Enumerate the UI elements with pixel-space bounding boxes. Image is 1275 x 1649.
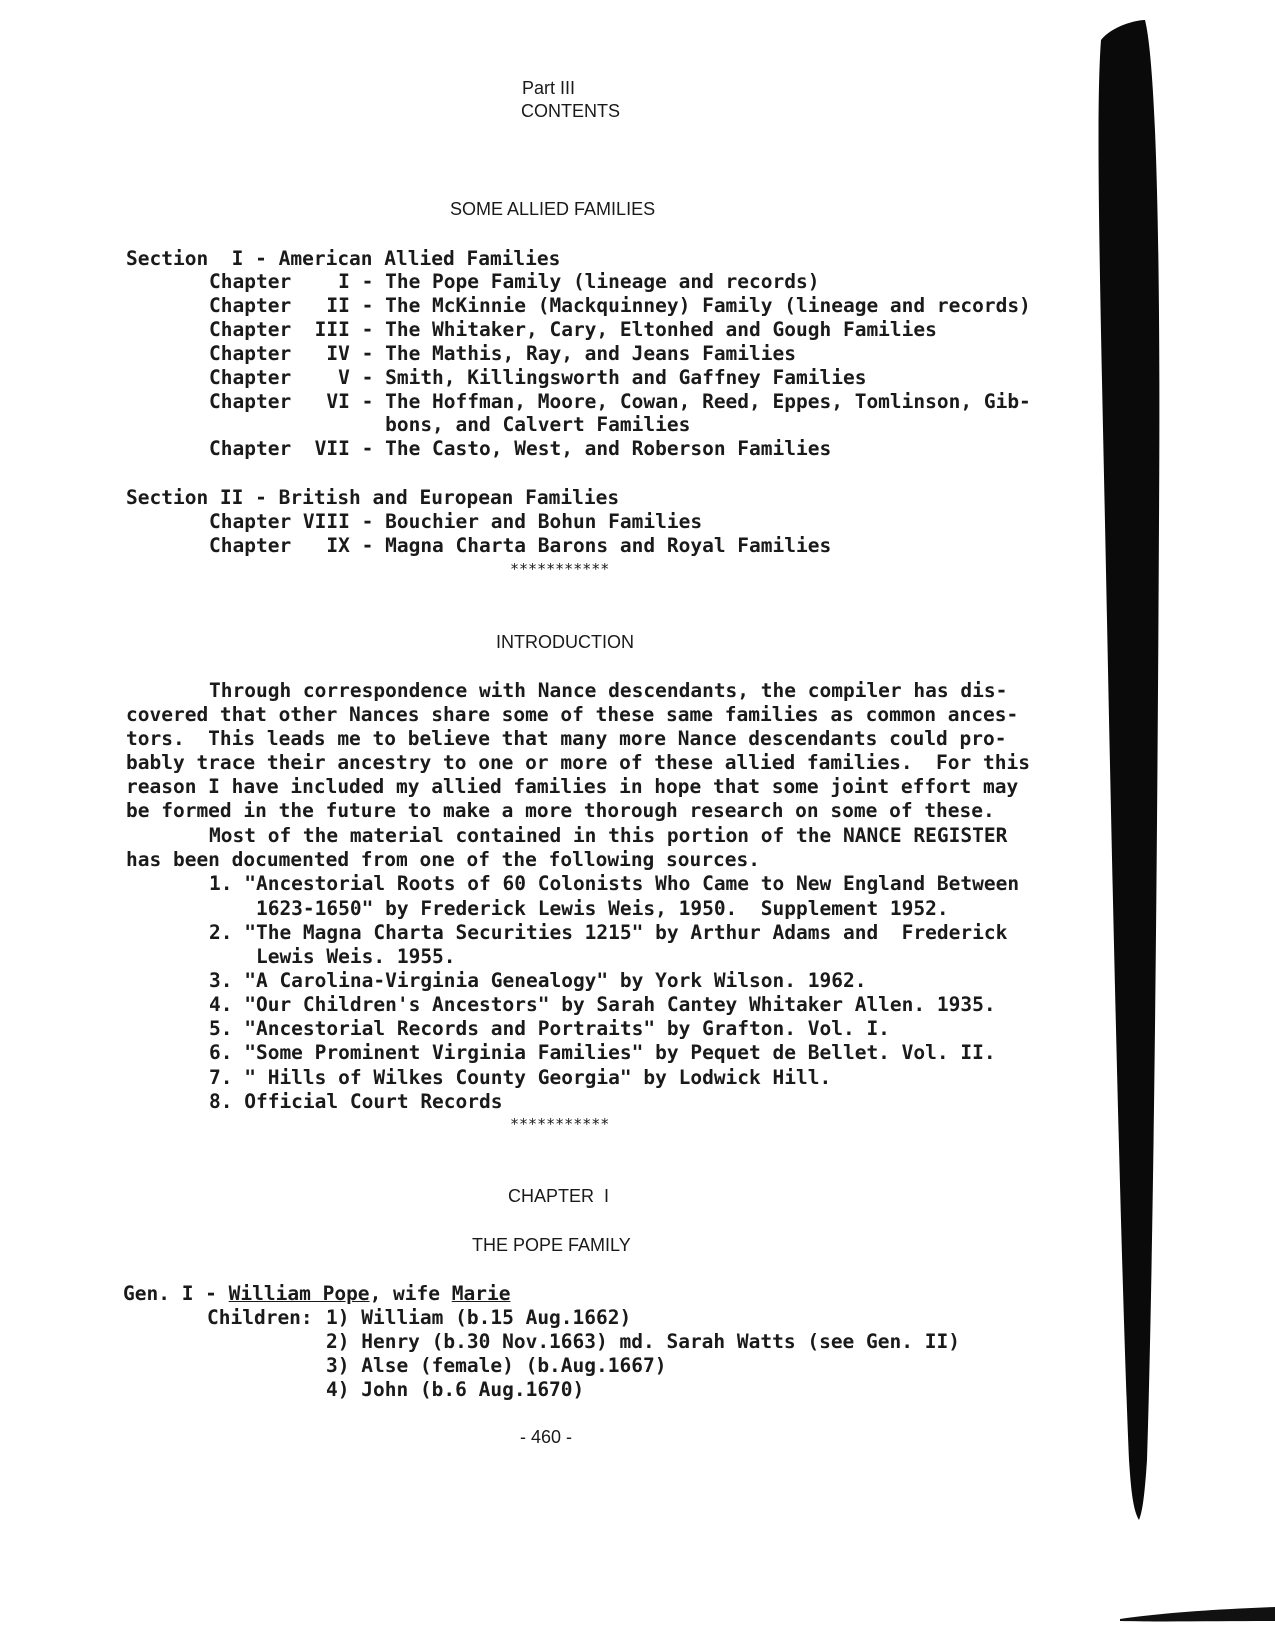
toc-chapter-line: Chapter I - The Pope Family (lineage and records) [209, 270, 820, 293]
source-item: 1623-1650" by Frederick Lewis Weis, 1950. Supplement 1952. [209, 897, 949, 920]
toc-chapter-line: Chapter III - The Whitaker, Cary, Eltonhed and Gough Families [209, 318, 937, 341]
contents-label: CONTENTS [521, 101, 620, 121]
source-item: 4. "Our Children's Ancestors" by Sarah Cantey Whitaker Allen. 1935. [209, 993, 996, 1016]
separator-stars: *********** [510, 1115, 610, 1133]
source-item: 1. "Ancestorial Roots of 60 Colonists Who Came to New England Between [209, 872, 1020, 895]
source-item: 3. "A Carolina-Virginia Genealogy" by York Wilson. 1962. [209, 969, 867, 992]
child-entry: 2) Henry (b.30 Nov.1663) md. Sarah Watts (see Gen. II) [326, 1330, 960, 1353]
child-entry: 3) Alse (female) (b.Aug.1667) [326, 1354, 667, 1377]
scan-bottom-mark [1120, 1605, 1275, 1625]
wife-name: Marie [451, 1282, 511, 1305]
toc-chapter-line: Chapter IX - Magna Charta Barons and Royal Families [209, 534, 832, 557]
toc-chapter-line: Chapter VIII - Bouchier and Bohun Families [209, 510, 703, 533]
toc-section-1: Section I - American Allied Families [126, 247, 561, 270]
toc-chapter-line: Chapter IV - The Mathis, Ray, and Jeans Families [209, 342, 796, 365]
source-item: Lewis Weis. 1955. [209, 945, 456, 968]
ancestor-name: William Pope [228, 1282, 370, 1305]
intro-paragraph-line: has been documented from one of the following sources. [126, 848, 760, 871]
intro-paragraph-line: reason I have included my allied families in hope that some joint effort may [126, 775, 1019, 798]
source-item: 7. " Hills of Wilkes County Georgia" by Lodwick Hill. [209, 1066, 832, 1089]
scan-edge-shadow [1093, 20, 1163, 1520]
chapter-heading: CHAPTER I [508, 1186, 610, 1206]
source-item: 8. Official Court Records [209, 1090, 503, 1113]
source-item: 6. "Some Prominent Virginia Families" by Pequet de Bellet. Vol. II. [209, 1041, 996, 1064]
intro-paragraph-line: covered that other Nances share some of these same families as common ances- [126, 703, 1019, 726]
gen-prefix: Gen. I - [123, 1282, 229, 1305]
gen-middle: , wife [369, 1282, 452, 1305]
section-title: SOME ALLIED FAMILIES [450, 199, 656, 219]
child-entry: 1) William (b.15 Aug.1662) [326, 1306, 632, 1329]
toc-chapter-line: Chapter II - The McKinnie (Mackquinney) Family (lineage and records) [209, 294, 1031, 317]
intro-title: INTRODUCTION [496, 632, 634, 652]
chapter-title: THE POPE FAMILY [472, 1235, 631, 1255]
intro-paragraph-line: bably trace their ancestry to one or more of these allied families. For this [126, 751, 1030, 774]
intro-paragraph-line: Most of the material contained in this portion of the NANCE REGISTER [209, 824, 1008, 847]
part-label: Part III [522, 78, 576, 98]
intro-paragraph-line: Through correspondence with Nance descendants, the compiler has dis- [209, 679, 1008, 702]
source-item: 5. "Ancestorial Records and Portraits" by Grafton. Vol. I. [209, 1017, 890, 1040]
toc-chapter-line: Chapter V - Smith, Killingsworth and Gaffney Families [209, 366, 867, 389]
generation-line [123, 1282, 510, 1306]
page-number: - 460 - [520, 1427, 573, 1447]
children-label: Children: [207, 1306, 313, 1329]
source-item: 2. "The Magna Charta Securities 1215" by Arthur Adams and Frederick [209, 921, 1008, 944]
toc-section-2: Section II - British and European Families [126, 486, 620, 509]
child-entry: 4) John (b.6 Aug.1670) [326, 1378, 585, 1401]
separator-stars: *********** [510, 560, 610, 578]
toc-chapter-line: Chapter VI - The Hoffman, Moore, Cowan, Reed, Eppes, Tomlinson, Gib- [209, 390, 1031, 413]
intro-paragraph-line: tors. This leads me to believe that many more Nance descendants could pro- [126, 727, 1007, 750]
toc-chapter-line: bons, and Calvert Families [209, 413, 691, 436]
intro-paragraph-line: be formed in the future to make a more thorough research on some of these. [126, 799, 995, 822]
toc-chapter-line: Chapter VII - The Casto, West, and Roberson Families [209, 437, 832, 460]
